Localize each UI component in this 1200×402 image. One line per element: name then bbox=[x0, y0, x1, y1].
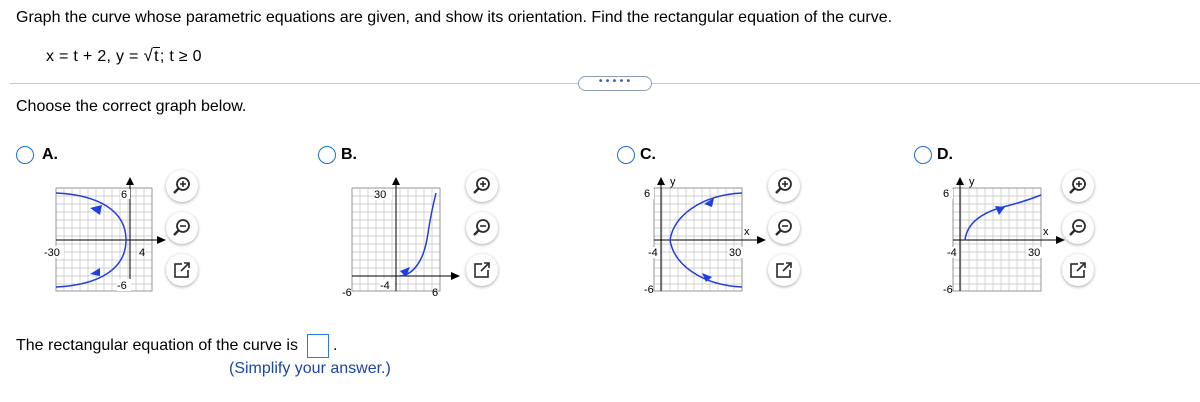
orientation-arrow bbox=[90, 268, 100, 276]
simplify-hint: (Simplify your answer.) bbox=[229, 360, 391, 377]
label-bottom: -6 bbox=[644, 284, 654, 296]
zoom-out-icon bbox=[774, 218, 794, 238]
answer-period: . bbox=[333, 337, 338, 354]
more-button[interactable]: ••••• bbox=[578, 76, 652, 91]
radio-option-b[interactable] bbox=[318, 146, 336, 164]
zoom-out-button[interactable] bbox=[466, 212, 498, 244]
axis-label-x: x bbox=[744, 226, 750, 238]
label-right: 4 bbox=[139, 247, 146, 259]
axis-label-x: x bbox=[1043, 226, 1049, 238]
zoom-out-button[interactable] bbox=[768, 212, 800, 244]
zoom-out-icon bbox=[472, 218, 492, 238]
radio-option-a[interactable] bbox=[16, 146, 34, 164]
label-right: 30 bbox=[729, 247, 742, 259]
zoom-in-button[interactable] bbox=[166, 170, 198, 202]
zoom-out-button[interactable] bbox=[166, 212, 198, 244]
zoom-in-icon bbox=[1068, 176, 1088, 196]
label-left: -30 bbox=[44, 247, 60, 259]
zoom-in-icon bbox=[172, 176, 192, 196]
radicand: t bbox=[154, 48, 159, 65]
axis-label-y: y bbox=[670, 176, 676, 188]
expand-icon bbox=[1069, 261, 1087, 279]
label-top: 6 bbox=[121, 189, 128, 201]
radio-option-d[interactable] bbox=[914, 146, 932, 164]
label-bottom: -6 bbox=[117, 280, 127, 292]
curve bbox=[400, 193, 436, 276]
expand-button[interactable] bbox=[466, 254, 498, 286]
axis-label-y: y bbox=[969, 176, 975, 188]
expand-button[interactable] bbox=[166, 254, 198, 286]
option-b-letter: B. bbox=[341, 146, 357, 163]
expand-button[interactable] bbox=[1062, 254, 1094, 286]
expand-button[interactable] bbox=[768, 254, 800, 286]
answer-prompt: The rectangular equation of the curve is bbox=[16, 337, 298, 354]
zoom-out-icon bbox=[172, 218, 192, 238]
answer-input[interactable] bbox=[307, 334, 329, 358]
expand-icon bbox=[473, 261, 491, 279]
zoom-in-icon bbox=[774, 176, 794, 196]
graph-option-b bbox=[340, 173, 480, 299]
zoom-in-icon bbox=[472, 176, 492, 196]
zoom-in-button[interactable] bbox=[768, 170, 800, 202]
label-top: 30 bbox=[374, 189, 387, 201]
radio-option-c[interactable] bbox=[617, 146, 635, 164]
label-bottom: -4 bbox=[380, 280, 390, 292]
sqrt-expression: √t bbox=[143, 46, 159, 65]
expand-icon bbox=[173, 261, 191, 279]
label-top: 6 bbox=[943, 188, 950, 200]
zoom-in-button[interactable] bbox=[466, 170, 498, 202]
label-left: -4 bbox=[648, 247, 658, 259]
graph-option-d bbox=[941, 173, 1081, 299]
divider bbox=[652, 83, 1200, 84]
label-right: 6 bbox=[432, 287, 439, 299]
label-top: 6 bbox=[644, 188, 651, 200]
divider bbox=[10, 83, 578, 84]
label-left: -6 bbox=[342, 287, 352, 299]
label-right: 30 bbox=[1028, 247, 1041, 259]
option-d-letter: D. bbox=[937, 146, 953, 163]
zoom-out-button[interactable] bbox=[1062, 212, 1094, 244]
label-bottom: -6 bbox=[943, 284, 953, 296]
zoom-out-icon bbox=[1068, 218, 1088, 238]
parametric-equation bbox=[46, 46, 202, 66]
option-a-letter: A. bbox=[42, 146, 58, 163]
zoom-in-button[interactable] bbox=[1062, 170, 1094, 202]
equation-part-2: ; t ≥ 0 bbox=[159, 48, 202, 65]
equation-part-1: x = t + 2, y = bbox=[46, 48, 144, 65]
expand-icon bbox=[775, 261, 793, 279]
graph-option-a bbox=[44, 173, 184, 299]
choose-prompt: Choose the correct graph below. bbox=[16, 98, 247, 115]
option-c-letter: C. bbox=[640, 146, 656, 163]
graph-option-c bbox=[642, 173, 782, 299]
curve bbox=[965, 195, 1041, 240]
question-text: Graph the curve whose parametric equations are given, and show its orientation. Find the rectangular equation of the curve. bbox=[16, 9, 893, 26]
orientation-arrow bbox=[995, 206, 1005, 215]
label-left: -4 bbox=[947, 247, 957, 259]
